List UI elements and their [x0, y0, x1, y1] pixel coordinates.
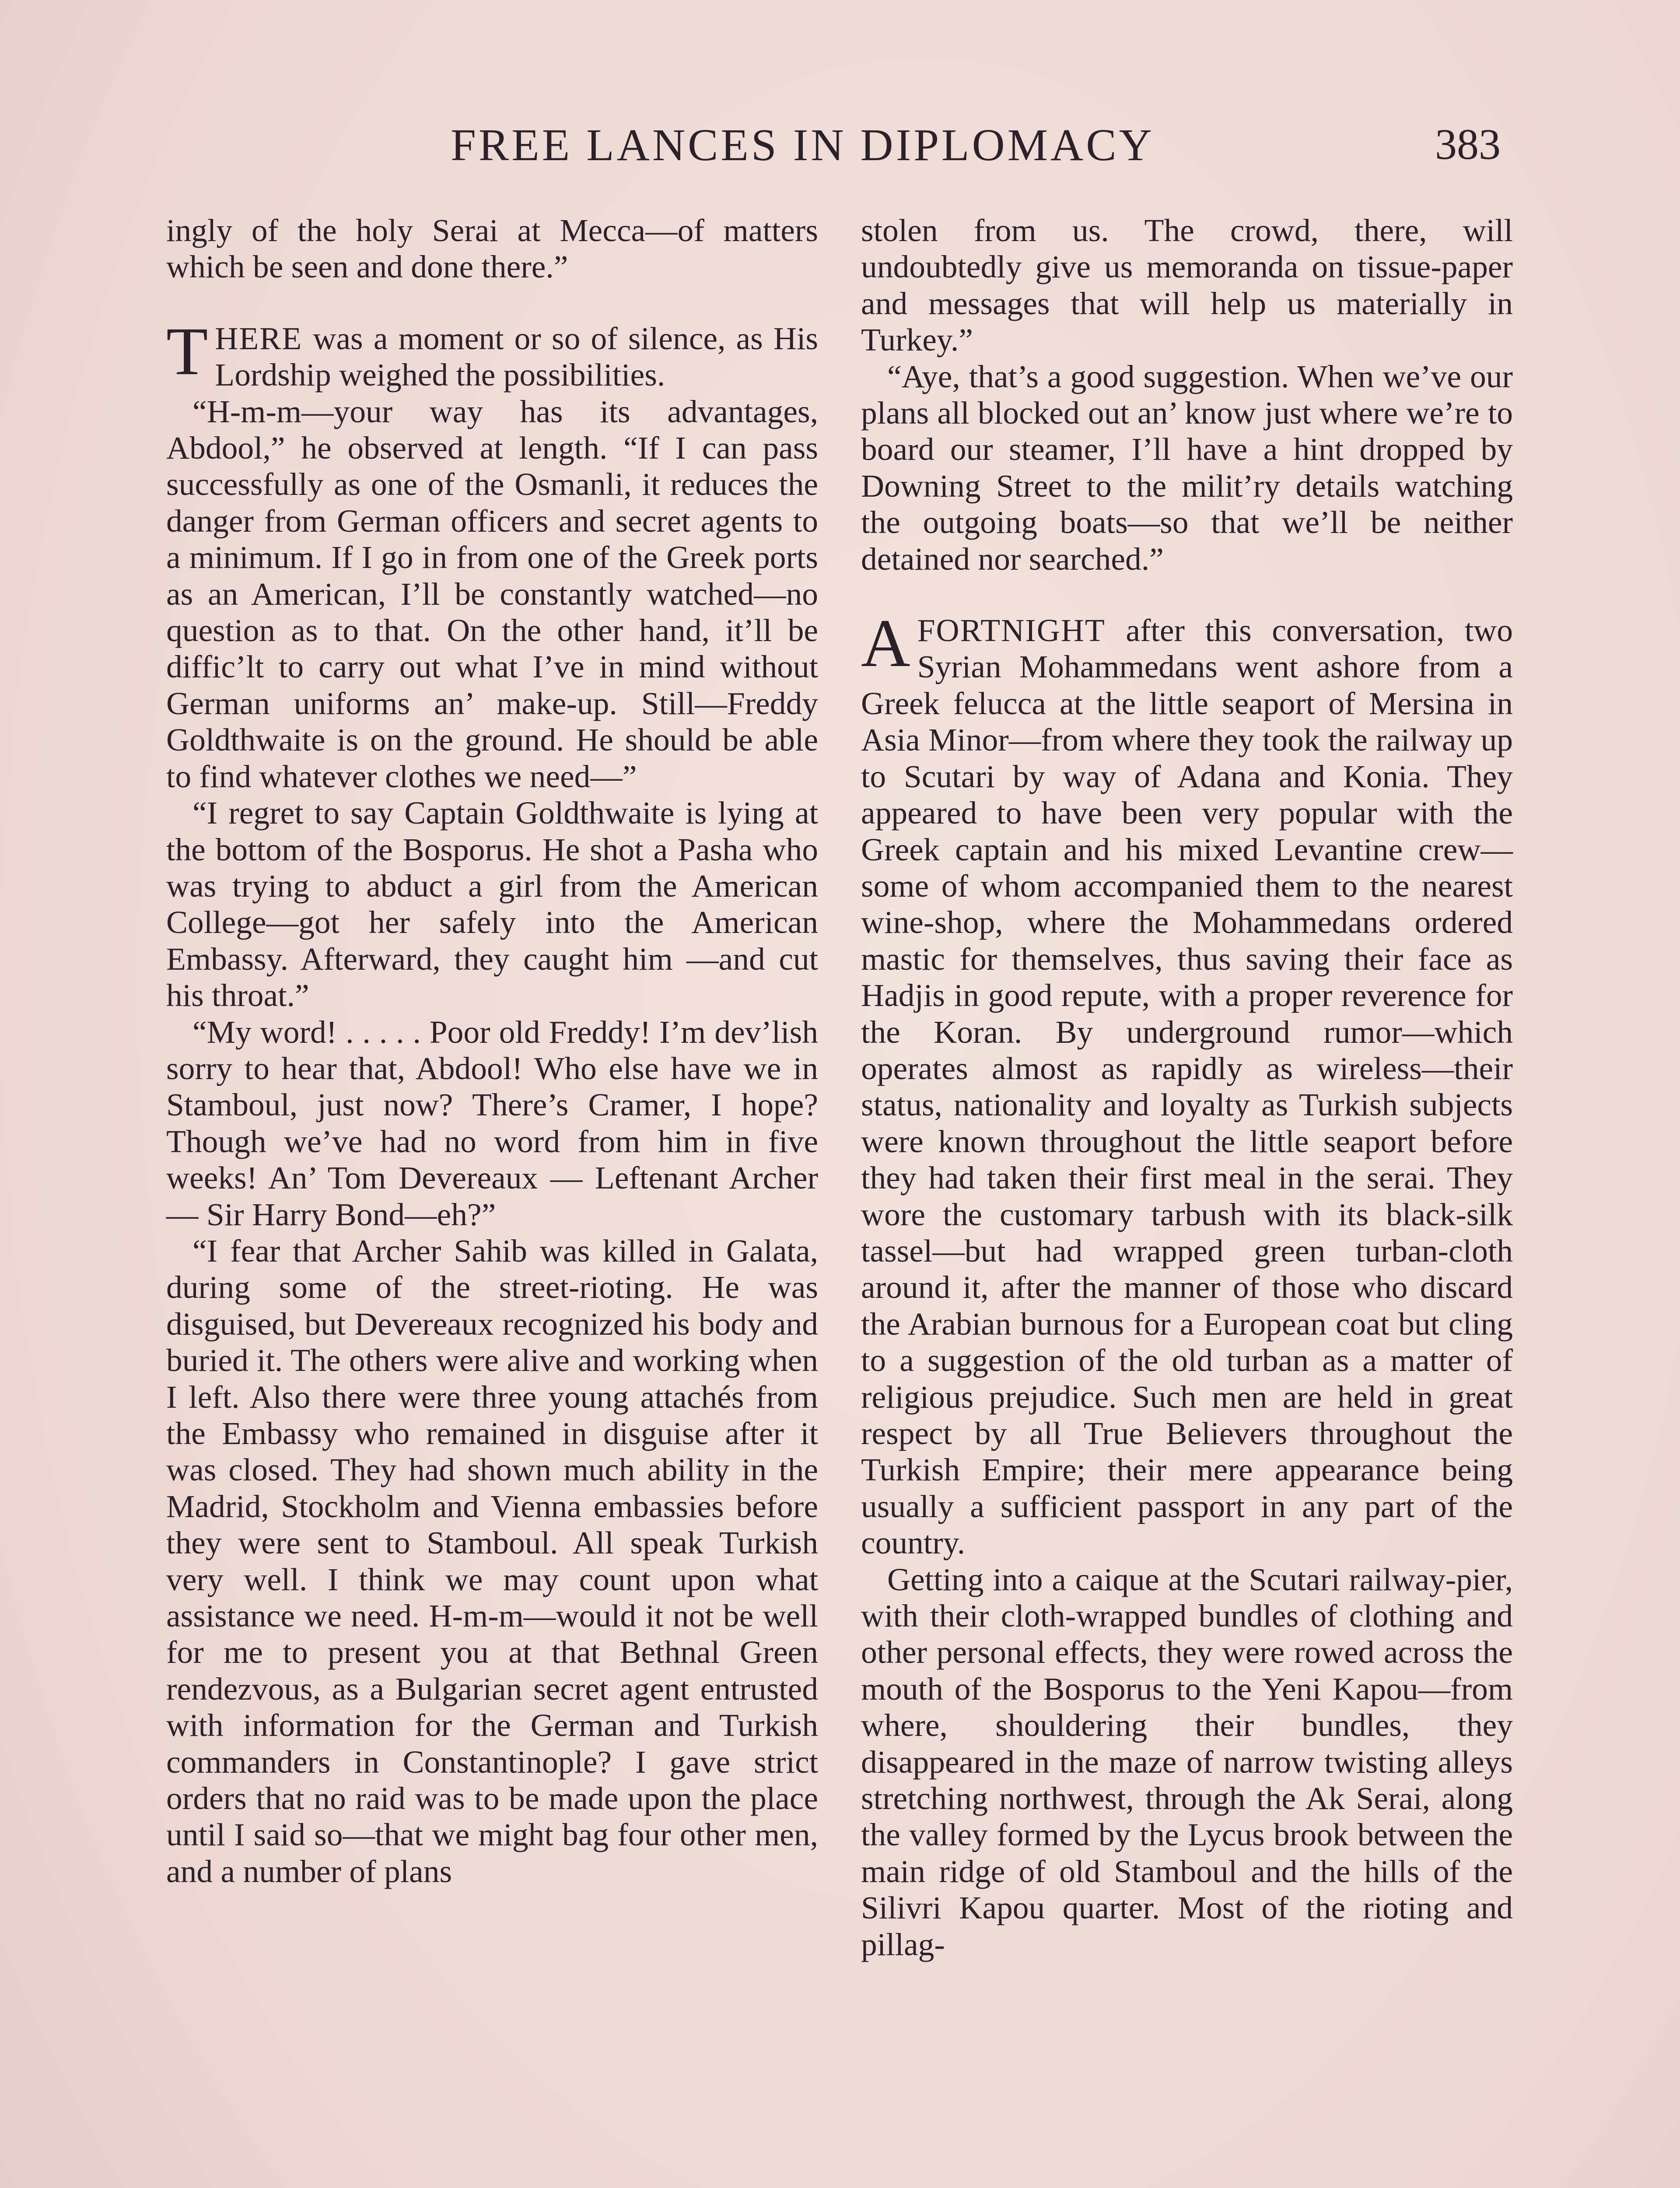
paragraph: “H-m-m—your way has its advantages, Abdool,” he observed at length. “If I can pass successfully as one of the Osmanli, it reduces the danger from German officers and secret agents to a minimum. If I go in from one of the Greek ports as an American, I’ll be constantly watched—no question as to that. On the other hand, it’ll be diffic’lt to carry out what I’ve in mind without German uniforms an’ make-up. Still—Freddy Goldthwaite is on the ground. He should be able to find whatever clothes we need—” [166, 393, 818, 794]
paragraph: Getting into a caique at the Scutari railway-pier, with their cloth-wrapped bundles of clothing and other personal effects, they were rowed across the mouth of the Bosporus to the Yeni Kapou—from where, shouldering their bundles, they disappeared in the maze of narrow twisting alleys stretching northwest, through the Ak Serai, along the valley formed by the Lycus brook between the main ridge of old Stamboul and the hills of the Silivri Kapou quarter. Most of the rioting and pillag- [861, 1561, 1513, 1962]
small-caps-lead: HERE [215, 320, 303, 356]
paragraph: stolen from us. The crowd, there, will undoubtedly give us memoranda on tissue-paper and messages that will help us materially in Turkey.” [861, 213, 1513, 358]
paragraph: “I fear that Archer Sahib was killed in Galata, during some of the street-rioting. He was disguised, but Devereaux recognized his body and buried it. The others were alive and working when I left. Also there were three young attachés from the Embassy who remained in disguise after it was closed. They had shown much ability in the Madrid, Stockholm and Vienna embassies before they were sent to Stamboul. All speak Turkish very well. I think we may count upon what assistance we need. H-m-m—would it not be well for me to present you at that Bethnal Green rendezvous, as a Bulgarian secret agent entrusted with information for the German and Turkish commanders in Constantinople? I gave strict orders that no raid was to be made upon the place until I said so—that we might bag four other men, and a number of plans [166, 1233, 818, 1889]
paragraph: “My word! . . . . . Poor old Freddy! I’m dev’lish sorry to hear that, Abdool! Who else have we in Stamboul, just now? There’s Cramer, I hope? Though we’ve had no word from him in five weeks! An’ Tom Devereaux — Leftenant Archer — Sir Harry Bond—eh?” [166, 1014, 818, 1232]
drop-cap: A [861, 605, 910, 681]
paragraph: “Aye, that’s a good suggestion. When we’ve our plans all blocked out an’ know just where we’re to board our steamer, I’ll have a hint dropped by Downing Street to the milit’ry details watching the outgoing boats—so that we’ll be neither detained nor searched.” [861, 358, 1513, 577]
paragraph: ingly of the holy Serai at Mecca—of matters which be seen and done there.” [166, 213, 818, 285]
section-paragraph [861, 605, 1513, 1561]
paragraph-text: after this conversation, two Syrian Mohammedans went ashore from a Greek felucca at the little seaport of Mersina in Asia Minor—from where they took the railway up to Scutari by way of Adana and Konia. They appeared to have been very popular with the Greek captain and his mixed Levantine crew—some of whom accompanied them to the nearest wine-shop, where the Mohammedans ordered mastic for themselves, thus saving their face as Hadjis in good repute, with a proper reverence for the Koran. By underground rumor—which operates almost as rapidly as wireless—their status, nationality and loyalty as Turkish subjects were known throughout the little seaport before they had taken their first meal in the serai. They wore the customary tarbush with its black-silk tassel—but had wrapped green turban-cloth around it, after the manner of those who discard the Arabian burnous for a European coat but cling to a suggestion of the old turban as a matter of religious prejudice. Such men are held in great respect by all True Believers throughout the Turkish Empire; their mere appearance being usually a sufficient passport in any part of the country. [861, 613, 1513, 1561]
page-header [166, 119, 1501, 172]
running-title: FREE LANCES IN DIPLOMACY [451, 120, 1155, 170]
small-caps-lead: FORTNIGHT [917, 613, 1106, 649]
paragraph-text: was a moment or so of silence, as His Lordship weighed the possibilities. [215, 320, 818, 393]
left-column [166, 212, 818, 1890]
page-number: 383 [1435, 120, 1501, 168]
section-paragraph [166, 313, 818, 393]
drop-cap: T [166, 313, 208, 389]
paragraph: “I regret to say Captain Goldthwaite is lying at the bottom of the Bosporus. He shot a Pasha who was trying to abduct a girl from the American College—got her safely into the American Embassy. Afterward, they caught him —and cut his throat.” [166, 795, 818, 1013]
right-column [861, 212, 1513, 1963]
